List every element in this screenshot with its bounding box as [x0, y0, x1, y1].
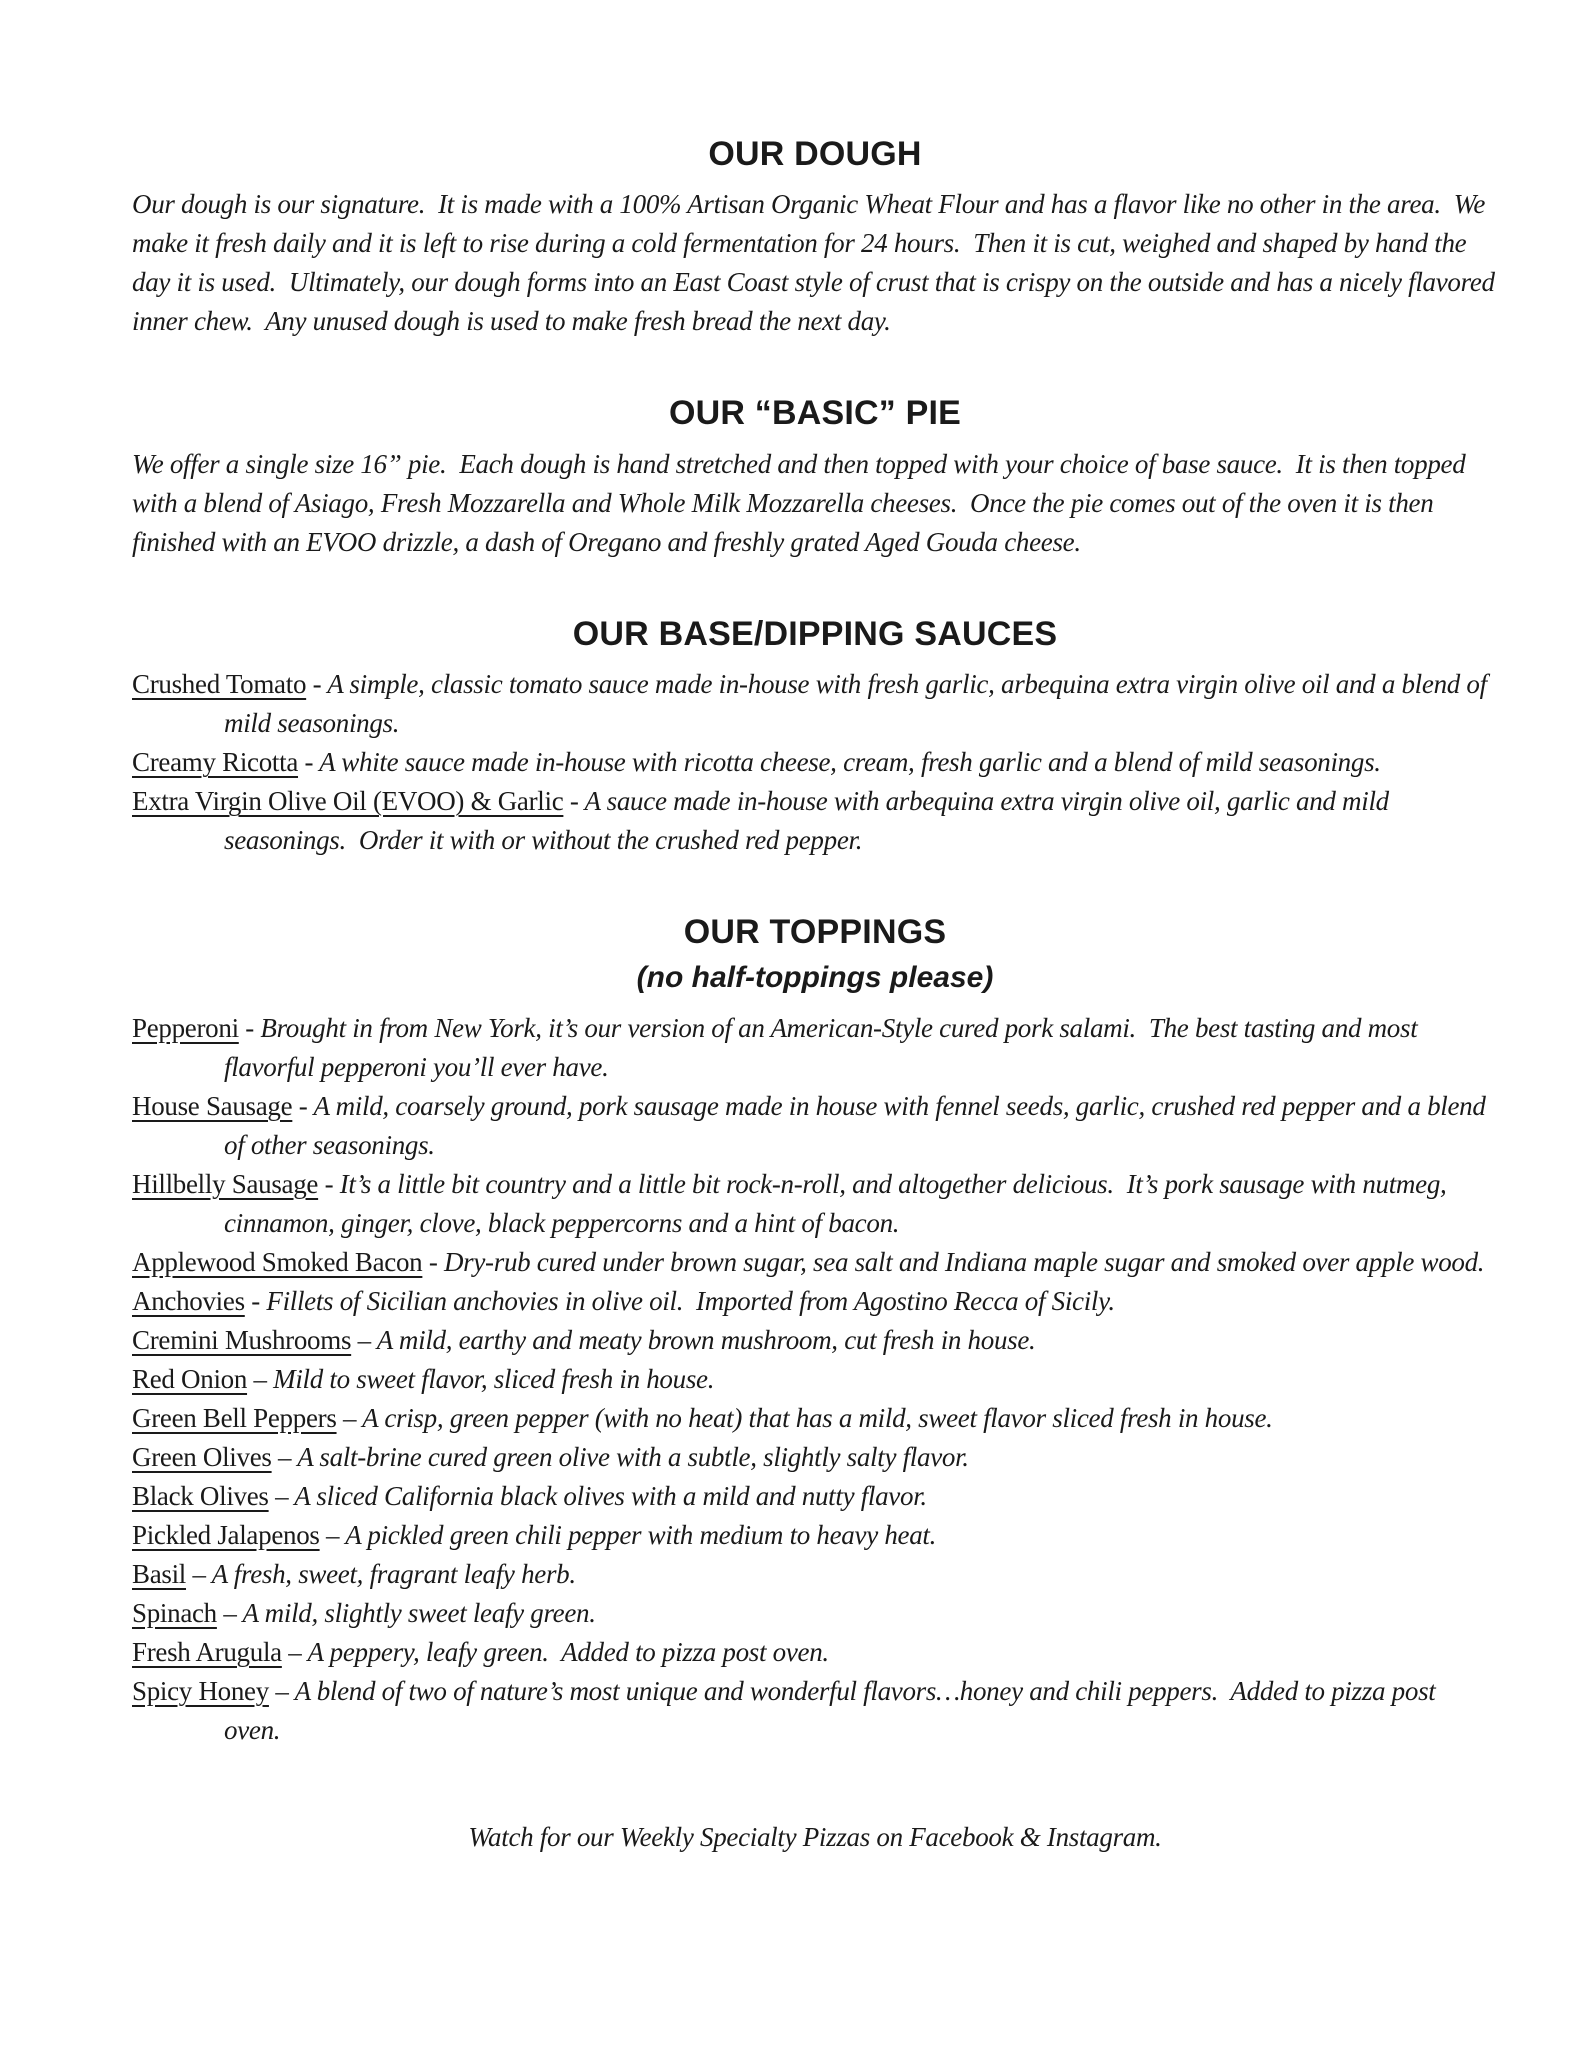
item-separator: – — [319, 1519, 346, 1550]
item-separator: – — [186, 1558, 212, 1589]
base-dipping-sauces-heading: OUR BASE/DIPPING SAUCES — [572, 614, 1058, 653]
item-description: A sliced California black olives with a mild and nutty flavor. — [294, 1480, 927, 1511]
item-description: Dry-rub cured under brown sugar, sea salt and Indiana maple sugar and smoked over apple wood. — [443, 1246, 1485, 1277]
section-base-dipping-sauces — [132, 616, 1498, 860]
item-name: Crushed Tomato — [132, 669, 307, 700]
sauce-list — [132, 665, 1498, 860]
item-description: A mild, earthy and meaty brown mushroom, cut fresh in house. — [376, 1324, 1036, 1355]
item-description: A pickled green chili pepper with medium to heavy heat. — [345, 1519, 937, 1550]
our-dough-heading: OUR DOUGH — [708, 135, 922, 173]
topping-item-cremini-mushrooms — [132, 1321, 1498, 1360]
our-dough-paragraph: Our dough is our signature. It is made with a 100% Artisan Organic Wheat Flour and has a flavor like no other in the area. We make it fresh daily and it is left to rise during a cold fermentation for 24 hours. Then it is cut, weighed and shaped by hand the day it is used. Ultimately, our dough forms into an East Coast style of crust that is crispy on the outside and has a nicely flavored inner chew. Any unused dough is used to make fresh bread the next day. — [132, 189, 1502, 337]
item-name: Cremini Mushrooms — [132, 1324, 352, 1355]
item-description: A mild, slightly sweet leafy green. — [242, 1597, 596, 1628]
sauce-item-crushed-tomato — [132, 665, 1498, 743]
item-separator: - — [563, 786, 585, 817]
item-separator: – — [271, 1441, 298, 1472]
sauce-item-evoo-garlic — [132, 782, 1498, 860]
item-separator: - — [238, 1012, 261, 1043]
topping-list — [132, 1009, 1498, 1750]
topping-item-pickled-jalapenos — [132, 1516, 1498, 1555]
topping-item-red-onion — [132, 1360, 1498, 1399]
item-separator: - — [306, 669, 328, 700]
topping-item-spinach — [132, 1594, 1498, 1633]
section-our-toppings — [132, 914, 1498, 1749]
item-description: A white sauce made in-house with ricotta cheese, cream, fresh garlic and a blend of mild seasonings. — [319, 747, 1381, 778]
item-name: Extra Virgin Olive Oil (EVOO) & Garlic — [132, 786, 564, 817]
item-name: Red Onion — [132, 1363, 248, 1394]
topping-item-applewood-smoked-bacon — [132, 1243, 1498, 1282]
item-name: Black Olives — [132, 1480, 269, 1511]
topping-item-pepperoni — [132, 1009, 1498, 1087]
item-description: A crisp, green pepper (with no heat) that has a mild, sweet flavor sliced fresh in house. — [362, 1402, 1273, 1433]
item-name: Spinach — [132, 1597, 217, 1628]
topping-item-anchovies — [132, 1282, 1498, 1321]
section-our-basic-pie — [132, 395, 1498, 561]
item-description: A salt-brine cured green olive with a subtle, slightly salty flavor. — [297, 1441, 969, 1472]
item-separator: – — [268, 1480, 295, 1511]
item-name: Pickled Jalapenos — [132, 1519, 320, 1550]
item-name: Spicy Honey — [132, 1675, 269, 1706]
item-description: A fresh, sweet, fragrant leafy herb. — [211, 1558, 576, 1589]
item-separator: – — [351, 1324, 377, 1355]
our-basic-pie-paragraph: We offer a single size 16” pie. Each dough is hand stretched and then topped with your choice of base sauce. It is then topped with a blend of Asiago, Fresh Mozzarella and Whole Milk Mozzarella cheeses. Once the pie comes out of the oven it is then finished with an EVOO drizzle, a dash of Oregano and freshly grated Aged Gouda cheese. — [132, 448, 1472, 557]
item-description: It’s a little bit country and a little bit rock-n-roll, and altogether delicious. It’s pork sausage with nutmeg, cinnamon, ginger, clove, black peppercorns and a hint of bacon. — [224, 1168, 1453, 1238]
item-description: Fillets of Sicilian anchovies in olive oil. Imported from Agostino Recca of Sicily. — [266, 1285, 1115, 1316]
topping-item-green-bell-peppers — [132, 1399, 1498, 1438]
topping-item-green-olives — [132, 1438, 1498, 1477]
item-description: A peppery, leafy green. Added to pizza post oven. — [307, 1636, 829, 1667]
item-description: A simple, classic tomato sauce made in-house with fresh garlic, arbequina extra virgin olive oil and a blend of mild seasonings. — [224, 669, 1494, 739]
item-separator: - — [244, 1285, 267, 1316]
topping-item-fresh-arugula — [132, 1633, 1498, 1672]
our-toppings-heading: OUR TOPPINGS — [683, 913, 947, 952]
section-our-dough — [132, 135, 1502, 341]
item-separator: – — [336, 1402, 363, 1433]
item-description: A sauce made in-house with arbequina extra virgin olive oil, garlic and mild seasonings. Order it with or without the crushed red pepper. — [224, 786, 1396, 856]
item-separator: – — [268, 1675, 295, 1706]
item-name: Fresh Arugula — [132, 1636, 282, 1667]
item-description: Mild to sweet flavor, sliced fresh in house. — [273, 1363, 715, 1394]
item-separator: - — [292, 1090, 314, 1121]
item-name: Green Olives — [132, 1441, 272, 1472]
item-name: Basil — [132, 1558, 187, 1589]
item-separator: - — [318, 1168, 340, 1199]
topping-item-spicy-honey — [132, 1672, 1498, 1750]
topping-item-black-olives — [132, 1477, 1498, 1516]
item-description: Brought in from New York, it’s our version of an American-Style cured pork salami. The best tasting and most flavorful pepperoni you’ll ever have. — [224, 1012, 1424, 1082]
item-separator: – — [216, 1597, 243, 1628]
item-name: Applewood Smoked Bacon — [132, 1246, 423, 1277]
topping-item-basil — [132, 1555, 1498, 1594]
item-separator: – — [281, 1636, 308, 1667]
item-separator: – — [247, 1363, 274, 1394]
item-description: A blend of two of nature’s most unique and wonderful flavors…honey and chili peppers. Added to pizza post oven. — [224, 1675, 1442, 1745]
topping-item-house-sausage — [132, 1087, 1498, 1165]
item-name: Creamy Ricotta — [132, 747, 299, 778]
item-name: Green Bell Peppers — [132, 1402, 337, 1433]
item-name: Pepperoni — [132, 1012, 239, 1043]
topping-item-hillbelly-sausage — [132, 1165, 1498, 1243]
item-separator: - — [422, 1246, 444, 1277]
item-description: A mild, coarsely ground, pork sausage made in house with fennel seeds, garlic, crushed red pepper and a blend of other seasonings. — [224, 1090, 1493, 1160]
sauce-item-creamy-ricotta — [132, 743, 1498, 782]
item-separator: - — [298, 747, 320, 778]
item-name: House Sausage — [132, 1090, 293, 1121]
footer-note: Watch for our Weekly Specialty Pizzas on Facebook & Instagram. — [468, 1821, 1162, 1852]
no-half-toppings-note: (no half-toppings please) — [636, 960, 994, 994]
item-name: Anchovies — [132, 1285, 245, 1316]
our-basic-pie-heading: OUR “BASIC” PIE — [668, 394, 962, 433]
item-name: Hillbelly Sausage — [132, 1168, 319, 1199]
